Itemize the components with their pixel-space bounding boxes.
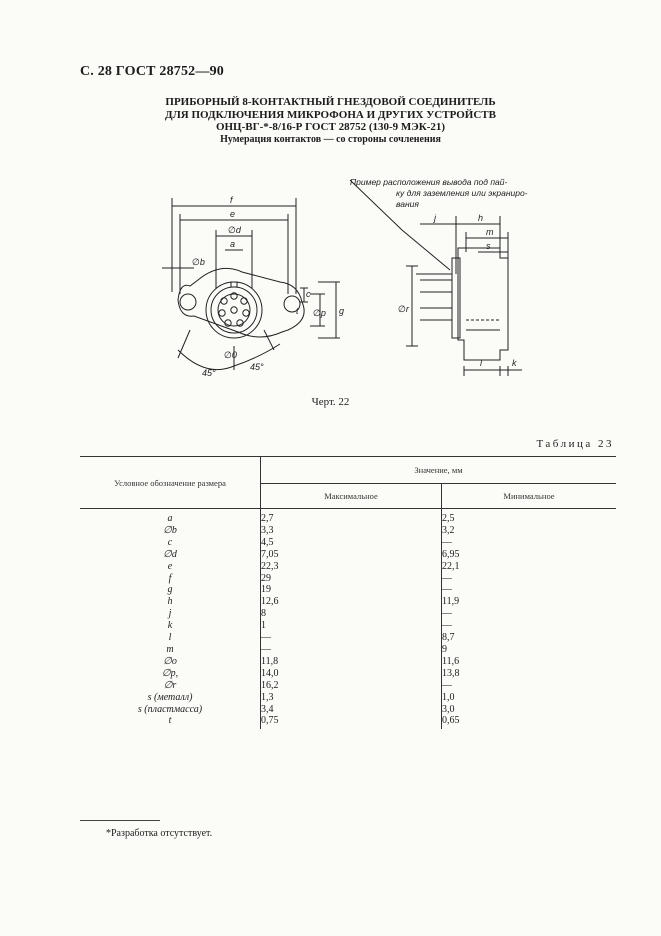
cell-min: 8,7 (442, 632, 455, 644)
dim-label-e: e (230, 209, 236, 219)
cell-min: 6,95 (442, 548, 460, 560)
cell-max: 3,4 (261, 704, 442, 716)
drawing-note-line-1: Пример расположения вывода под пай- (350, 177, 508, 187)
cell-min: 22,1 (442, 560, 460, 572)
table-row (80, 596, 616, 608)
cell-max: — (261, 632, 442, 644)
drawing-note-line-2: ку для заземления или экраниро- (396, 188, 528, 198)
cell-param: ∅d (80, 549, 261, 561)
table-row (80, 656, 616, 668)
cell-max: 22,3 (261, 561, 442, 573)
table-caption: Таблица 23 (536, 438, 614, 450)
cell-param: h (80, 596, 261, 608)
header-max: Максимальное (261, 484, 442, 509)
cell-max: 11,8 (261, 656, 442, 668)
cell-min: 3,2 (442, 524, 455, 536)
table-row (80, 632, 616, 644)
dim-label-r: ∅r (398, 304, 409, 314)
table-row (80, 680, 616, 692)
cell-min: — (442, 536, 452, 548)
table-row (80, 692, 616, 704)
cell-param: ∅r (80, 680, 261, 692)
table-row (80, 584, 616, 596)
cell-param: s (металл) (80, 692, 261, 704)
cell-max: 29 (261, 573, 442, 585)
footnote-rule (80, 820, 160, 821)
table-row (80, 715, 616, 729)
cell-param: e (80, 561, 261, 573)
cell-min: 0,65 (442, 715, 460, 727)
dim-label-k: k (512, 358, 517, 368)
cell-min: — (442, 620, 452, 632)
cell-min: — (442, 679, 452, 691)
cell-max: 19 (261, 584, 442, 596)
cell-param: m (80, 644, 261, 656)
header-param: Условное обозначение размера (80, 457, 261, 509)
dim-label-s: s (486, 241, 491, 251)
dim-label-o: ∅0 (224, 350, 237, 360)
cell-min: — (442, 584, 452, 596)
dim-label-m: m (486, 227, 494, 237)
title-block (0, 96, 661, 146)
cell-max: 1 (261, 620, 442, 632)
page-header: С. 28 ГОСТ 28752—90 (80, 64, 224, 79)
dim-label-h: h (478, 213, 484, 223)
cell-min: 9 (442, 643, 447, 655)
cell-max: 1,3 (261, 692, 442, 704)
cell-min: — (442, 608, 452, 620)
table-body (80, 509, 616, 730)
cell-max: 7,05 (261, 549, 442, 561)
dim-label-g: g (339, 306, 345, 316)
table-row (80, 537, 616, 549)
dim-label-c: c (306, 289, 311, 299)
cell-param: a (80, 509, 261, 525)
title-line-2: ДЛЯ ПОДКЛЮЧЕНИЯ МИКРОФОНА И ДРУГИХ УСТРОЙСТВ (165, 108, 496, 121)
cell-max: 16,2 (261, 680, 442, 692)
title-line-1: ПРИБОРНЫЙ 8-КОНТАКТНЫЙ ГНЕЗДОВОЙ СОЕДИНИТЕЛЬ (165, 96, 496, 108)
dim-label-p: ∅p (313, 308, 326, 318)
cell-param: t (80, 715, 261, 729)
table-row (80, 644, 616, 656)
cell-min: 3,0 (442, 703, 455, 715)
cell-param: ∅b (80, 525, 261, 537)
table-row (80, 704, 616, 716)
cell-param: k (80, 620, 261, 632)
table-row (80, 608, 616, 620)
drawing-caption: Черт. 22 (311, 396, 350, 408)
cell-param: ∅o (80, 656, 261, 668)
cell-param: j (80, 608, 261, 620)
mounting-hole-left (180, 294, 196, 310)
connector-drawing (150, 170, 550, 390)
dim-label-b: ∅b (192, 257, 205, 267)
drawing-note-line-3: вания (396, 199, 419, 209)
cell-param: ∅p, (80, 668, 261, 680)
footnote: *Разработка отсутствует. (106, 828, 213, 839)
header-value: Значение, мм (261, 457, 617, 484)
cell-max: 4,5 (261, 537, 442, 549)
table-row (80, 668, 616, 680)
front-shell-outer (206, 282, 262, 338)
header-min: Минимальное (442, 484, 617, 509)
cell-max: 0,75 (261, 715, 442, 729)
cell-min: 13,8 (442, 667, 460, 679)
table-row (80, 549, 616, 561)
dim-label-t: t (296, 306, 299, 316)
cell-max: — (261, 644, 442, 656)
cell-max: 2,7 (261, 509, 442, 525)
table-row (80, 620, 616, 632)
dim-label-j: j (434, 213, 436, 223)
cell-param: f (80, 573, 261, 585)
cell-param: g (80, 584, 261, 596)
side-view-body (458, 248, 508, 360)
title-subtitle: Нумерация контактов — со стороны сочленения (220, 133, 441, 145)
dim-label-f: f (230, 195, 233, 205)
table-row (80, 573, 616, 585)
cell-max: 8 (261, 608, 442, 620)
dimensions-table (80, 456, 616, 729)
dim-label-d: ∅d (228, 225, 241, 235)
cell-max: 3,3 (261, 525, 442, 537)
cell-min: 1,0 (442, 691, 455, 703)
dim-label-l: l (480, 358, 482, 368)
cell-max: 14,0 (261, 668, 442, 680)
dim-label-angle-2: 45° (250, 362, 264, 372)
title-line-3: ОНЦ-ВГ-*-8/16-Р ГОСТ 28752 (130-9 МЭК-21) (215, 121, 446, 133)
dim-label-angle-1: 45° (202, 368, 216, 378)
cell-param: c (80, 537, 261, 549)
cell-param: s (пластмасса) (80, 704, 261, 716)
table-row (80, 561, 616, 573)
dim-label-a: a (230, 239, 236, 249)
cell-param: l (80, 632, 261, 644)
cell-min: 2,5 (442, 513, 455, 524)
cell-min: 11,6 (442, 655, 460, 667)
cell-min: 11,9 (442, 596, 460, 608)
table-row (80, 525, 616, 537)
cell-max: 12,6 (261, 596, 442, 608)
cell-min: — (442, 572, 452, 584)
table-row (80, 509, 616, 525)
